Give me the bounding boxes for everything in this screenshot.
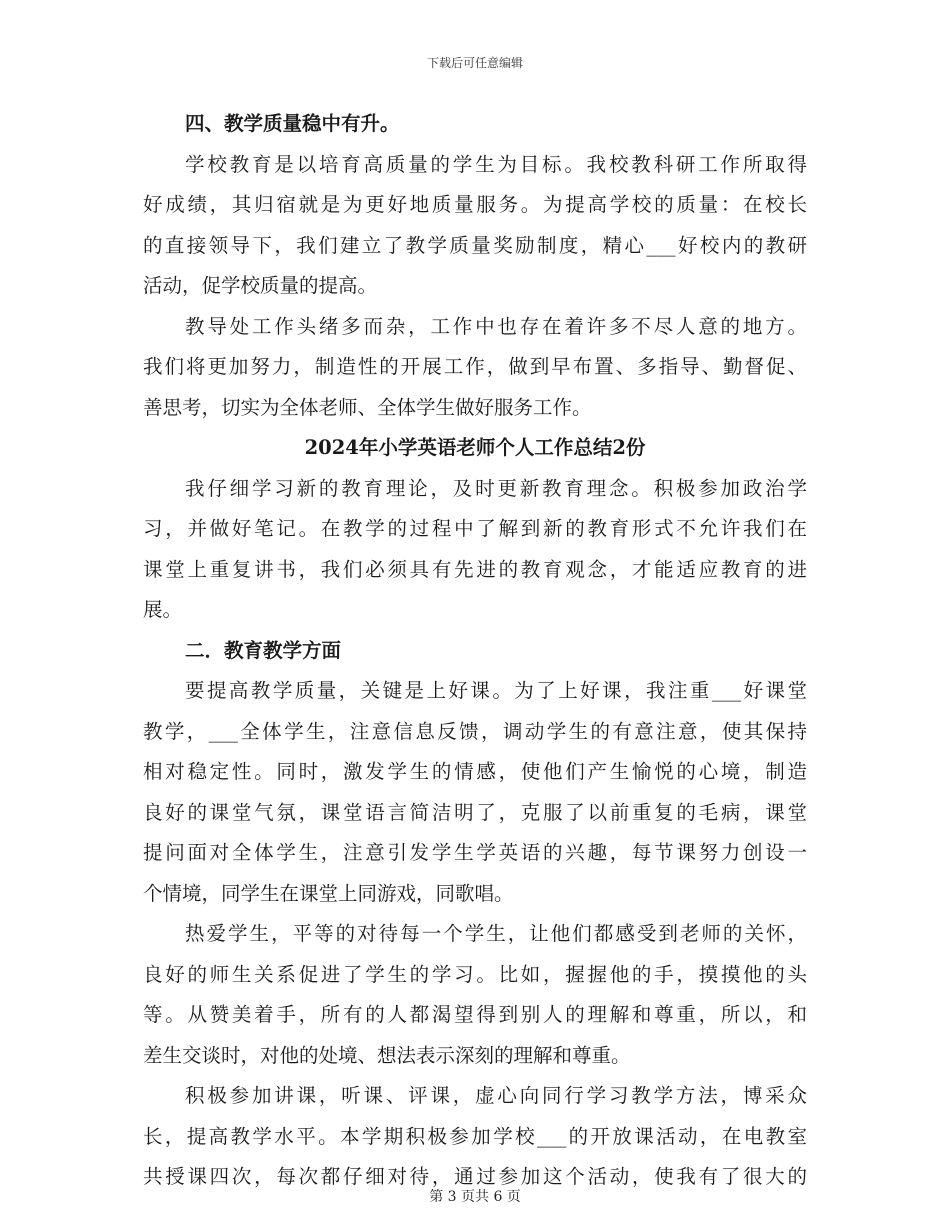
section-heading: 二．教育教学方面	[185, 638, 342, 662]
text-line: 课堂上重复讲书，我们必须具有先进的教育观念，才能适应教育的进	[143, 557, 807, 581]
text-line: 的直接领导下，我们建立了教学质量奖励制度，精心___好校内的教研	[143, 233, 807, 257]
section-heading: 四、教学质量稳中有升。	[185, 112, 400, 135]
text-line: 善思考，切实为全体老师、全体学生做好服务工作。	[143, 395, 592, 419]
text-line: 展。	[143, 598, 183, 621]
text-line: 个情境，同学生在课堂上同游戏，同歌唱。	[143, 881, 514, 905]
document-body	[143, 104, 807, 1198]
text-line: 习，并做好笔记。在教学的过程中了解到新的教育形式不允许我们在	[143, 517, 807, 540]
text-line: 等。从赞美着手，所有的人都渴望得到别人的理解和尊重，所以，和	[143, 1003, 807, 1026]
text-line: 积极参加讲课，听课、评课，虚心向同行学习教学方法，博采众	[185, 1084, 807, 1107]
text-line: 良好的师生关系促进了学生的学习。比如，握握他的手，摸摸他的头	[143, 962, 807, 986]
text-line: 提问面对全体学生，注意引发学生学英语的兴趣，每节课努力创设一	[143, 841, 807, 864]
text-line: 好成绩，其归宿就是为更好地质量服务。为提高学校的质量：在校长	[143, 193, 807, 216]
text-line: 要提高教学质量，关键是上好课。为了上好课，我注重___好课堂	[185, 679, 807, 702]
text-line: 我仔细学习新的教育理论，及时更新教育理念。积极参加政治学	[185, 476, 807, 500]
text-line: 良好的课堂气氛，课堂语言简洁明了，克服了以前重复的毛病，课堂	[143, 800, 807, 824]
page-footer: 第 3 页共 6 页	[429, 1189, 521, 1205]
text-line: 共授课四次，每次都仔细对待，通过参加这个活动，使我有了很大的	[143, 1165, 807, 1188]
text-line: 学校教育是以培育高质量的学生为目标。我校教科研工作所取得	[185, 152, 807, 176]
text-line: 活动，促学校质量的提高。	[143, 274, 378, 297]
text-line: 相对稳定性。同时，激发学生的情感，使他们产生愉悦的心境，制造	[143, 760, 807, 783]
text-line: 长，提高教学水平。本学期积极参加学校___的开放课活动，在电教室	[143, 1124, 807, 1148]
section-title: 2024年小学英语老师个人工作总结2份	[304, 436, 646, 459]
text-line: 差生交谈时，对他的处境、想法表示深刻的理解和尊重。	[143, 1043, 631, 1067]
text-line: 我们将更加努力，制造性的开展工作，做到早布置、多指导、勤督促、	[143, 355, 807, 378]
text-line: 教导处工作头绪多而杂，工作中也存在着许多不尽人意的地方。	[185, 314, 807, 338]
text-line: 教学，___全体学生，注意信息反馈，调动学生的有意注意，使其保持	[143, 719, 807, 743]
page-header: 下载后可任意编辑	[426, 56, 523, 70]
text-line: 热爱学生，平等的对待每一个学生，让他们都感受到老师的关怀，	[185, 922, 807, 945]
